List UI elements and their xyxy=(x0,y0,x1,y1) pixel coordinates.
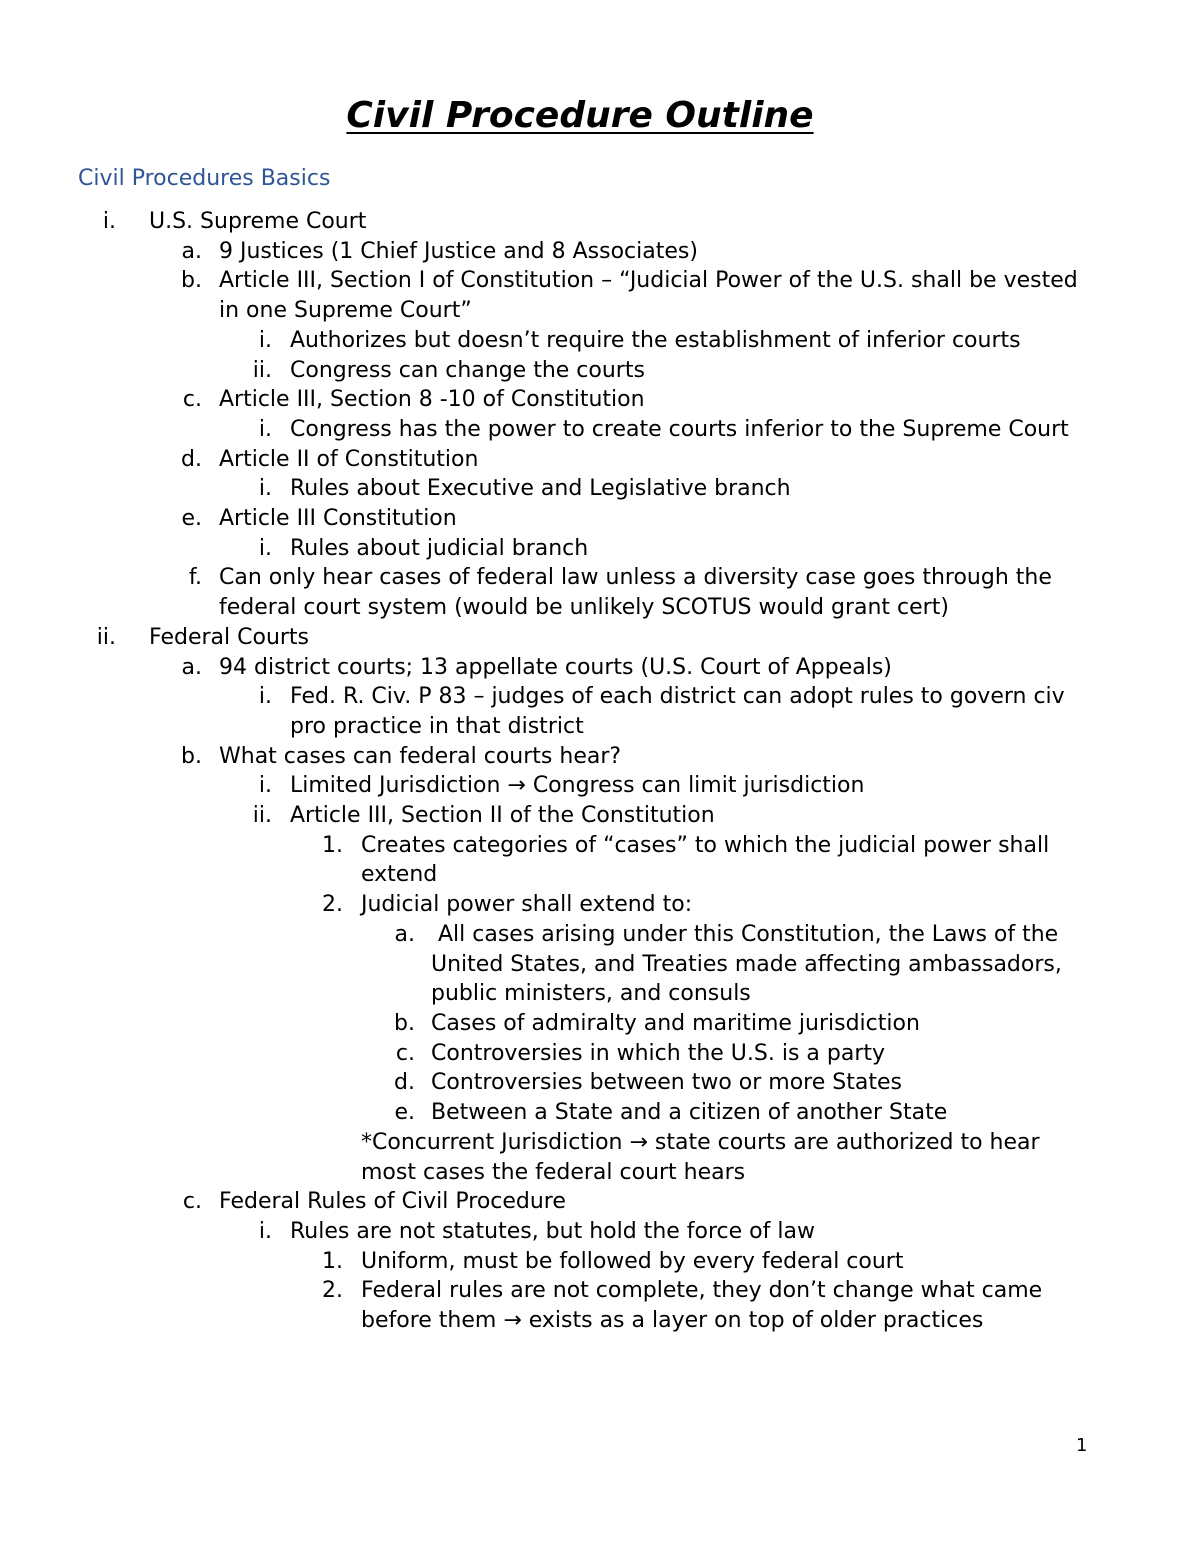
outline-item xyxy=(0,385,1200,415)
outline-item-text: Between a State and a citizen of another State xyxy=(431,1100,948,1126)
outline-item-number: e. xyxy=(181,506,202,532)
outline-item xyxy=(0,266,1200,325)
outline-item-text: What cases can federal courts hear? xyxy=(219,743,622,769)
outline-item-number: a. xyxy=(394,921,415,947)
outline-item-text: Article III Constitution xyxy=(219,506,457,532)
outline-item-number: ii. xyxy=(252,803,272,829)
outline-item-number: 1. xyxy=(322,832,343,858)
outline-item-number: d. xyxy=(181,446,202,472)
outline-item xyxy=(0,415,1200,445)
outline-item-number: a. xyxy=(181,654,202,680)
outline-item xyxy=(0,563,1200,622)
outline-item-text: Can only hear cases of federal law unless a diversity case goes through the federal court system (would be unlikely SCOTUS would grant cert) xyxy=(219,565,1059,621)
outline-list xyxy=(0,207,1200,1336)
outline-item xyxy=(0,326,1200,356)
outline-item-number: b. xyxy=(394,1010,415,1036)
outline-item-text: *Concurrent Jurisdiction → state courts are authorized to hear most cases the federal court hears xyxy=(361,1129,1047,1185)
outline-item xyxy=(0,356,1200,386)
document-title: Civil Procedure Outline xyxy=(346,95,814,136)
outline-item-number: i. xyxy=(102,209,116,234)
outline-item-text: Federal rules are not complete, they don’t change what came before them → exists as a layer on top of older practices xyxy=(361,1278,1050,1334)
outline-item xyxy=(0,1009,1200,1039)
outline-item-text: Congress has the power to create courts inferior to the Supreme Court xyxy=(290,416,1069,442)
section-heading: Civil Procedures Basics xyxy=(78,166,331,191)
outline-item xyxy=(0,237,1200,267)
outline-item xyxy=(0,1276,1200,1335)
outline-item-number: i. xyxy=(258,327,272,353)
outline-item-text: Article III, Section 8 -10 of Constitution xyxy=(219,387,645,413)
outline-item xyxy=(0,207,1200,237)
outline-item xyxy=(0,1128,1200,1187)
outline-item-number: ii. xyxy=(96,624,116,650)
outline-item-number: f. xyxy=(188,565,202,591)
outline-item-number: c. xyxy=(182,387,202,413)
outline-item-text: Article III, Section II of the Constitution xyxy=(290,803,715,829)
outline-item-text: Article II of Constitution xyxy=(219,446,479,472)
outline-item xyxy=(0,920,1200,1009)
outline-item xyxy=(0,1098,1200,1128)
outline-item-number: i. xyxy=(258,1218,272,1244)
outline-item-text: Fed. R. Civ. P 83 – judges of each district can adopt rules to govern civ pro practice in that district xyxy=(290,684,1072,739)
outline-item xyxy=(0,1247,1200,1277)
outline-item xyxy=(0,1039,1200,1069)
outline-item xyxy=(0,682,1200,741)
outline-item-text: 9 Justices (1 Chief Justice and 8 Associates) xyxy=(219,238,698,264)
outline-item-text: All cases arising under this Constitution, the Laws of the United States, and Treaties made affecting ambassadors, public ministers, and consuls xyxy=(431,921,1069,1007)
outline-item-number: 1. xyxy=(322,1248,343,1274)
outline-item xyxy=(0,504,1200,534)
outline-item-text: Limited Jurisdiction → Congress can limit jurisdiction xyxy=(290,773,865,799)
outline-item-number: 2. xyxy=(322,1278,343,1304)
outline-item xyxy=(0,801,1200,831)
outline-item-text: Controversies in which the U.S. is a party xyxy=(431,1040,886,1066)
outline-item-number: i. xyxy=(258,416,272,442)
outline-item-text: Controversies between two or more States xyxy=(431,1070,902,1096)
outline-item-text: Rules about judicial branch xyxy=(290,535,589,561)
outline-item xyxy=(0,771,1200,801)
outline-item-text: 94 district courts; 13 appellate courts (U.S. Court of Appeals) xyxy=(219,654,892,680)
outline-item-number: b. xyxy=(181,743,202,769)
outline-item-text: Uniform, must be followed by every federal court xyxy=(361,1248,904,1274)
outline-item-number: b. xyxy=(181,268,202,294)
outline-item xyxy=(0,653,1200,683)
outline-item-number: i. xyxy=(258,476,272,502)
outline-item-number: 2. xyxy=(322,892,343,918)
outline-item-text: Congress can change the courts xyxy=(290,357,645,383)
outline-item-number: i. xyxy=(258,684,272,710)
outline-item-text: Judicial power shall extend to: xyxy=(361,892,693,918)
outline-item-number: i. xyxy=(258,773,272,799)
outline-item xyxy=(0,831,1200,890)
page-number: 1 xyxy=(1076,1435,1088,1456)
outline-item-text: Authorizes but doesn’t require the establishment of inferior courts xyxy=(290,327,1021,353)
outline-item-number: a. xyxy=(181,238,202,264)
outline-item xyxy=(0,1187,1200,1217)
outline-item-text: Rules about Executive and Legislative branch xyxy=(290,476,791,502)
outline-item-number: c. xyxy=(182,1189,202,1215)
outline-item xyxy=(0,623,1200,653)
outline-item xyxy=(0,534,1200,564)
outline-item-number: d. xyxy=(394,1070,415,1096)
outline-item-text: Federal Courts xyxy=(149,624,310,650)
outline-item xyxy=(0,890,1200,920)
outline-item-text: Article III, Section I of Constitution – “Judicial Power of the U.S. shall be vested in one Supreme Court” xyxy=(219,268,1085,324)
outline-item xyxy=(0,445,1200,475)
outline-item-number: i. xyxy=(258,535,272,561)
outline-item-number: ii. xyxy=(252,357,272,383)
outline-item xyxy=(0,474,1200,504)
outline-item-text: Federal Rules of Civil Procedure xyxy=(219,1189,566,1215)
outline-item-text: Rules are not statutes, but hold the force of law xyxy=(290,1218,815,1244)
outline-item-text: Creates categories of “cases” to which the judicial power shall extend xyxy=(361,832,1057,888)
outline-item xyxy=(0,1217,1200,1247)
outline-item-number: e. xyxy=(394,1100,415,1126)
outline-item xyxy=(0,1068,1200,1098)
outline-item xyxy=(0,742,1200,772)
outline-item-text: U.S. Supreme Court xyxy=(149,209,367,234)
outline-item-number: c. xyxy=(395,1040,415,1066)
outline-item-text: Cases of admiralty and maritime jurisdiction xyxy=(431,1010,920,1036)
